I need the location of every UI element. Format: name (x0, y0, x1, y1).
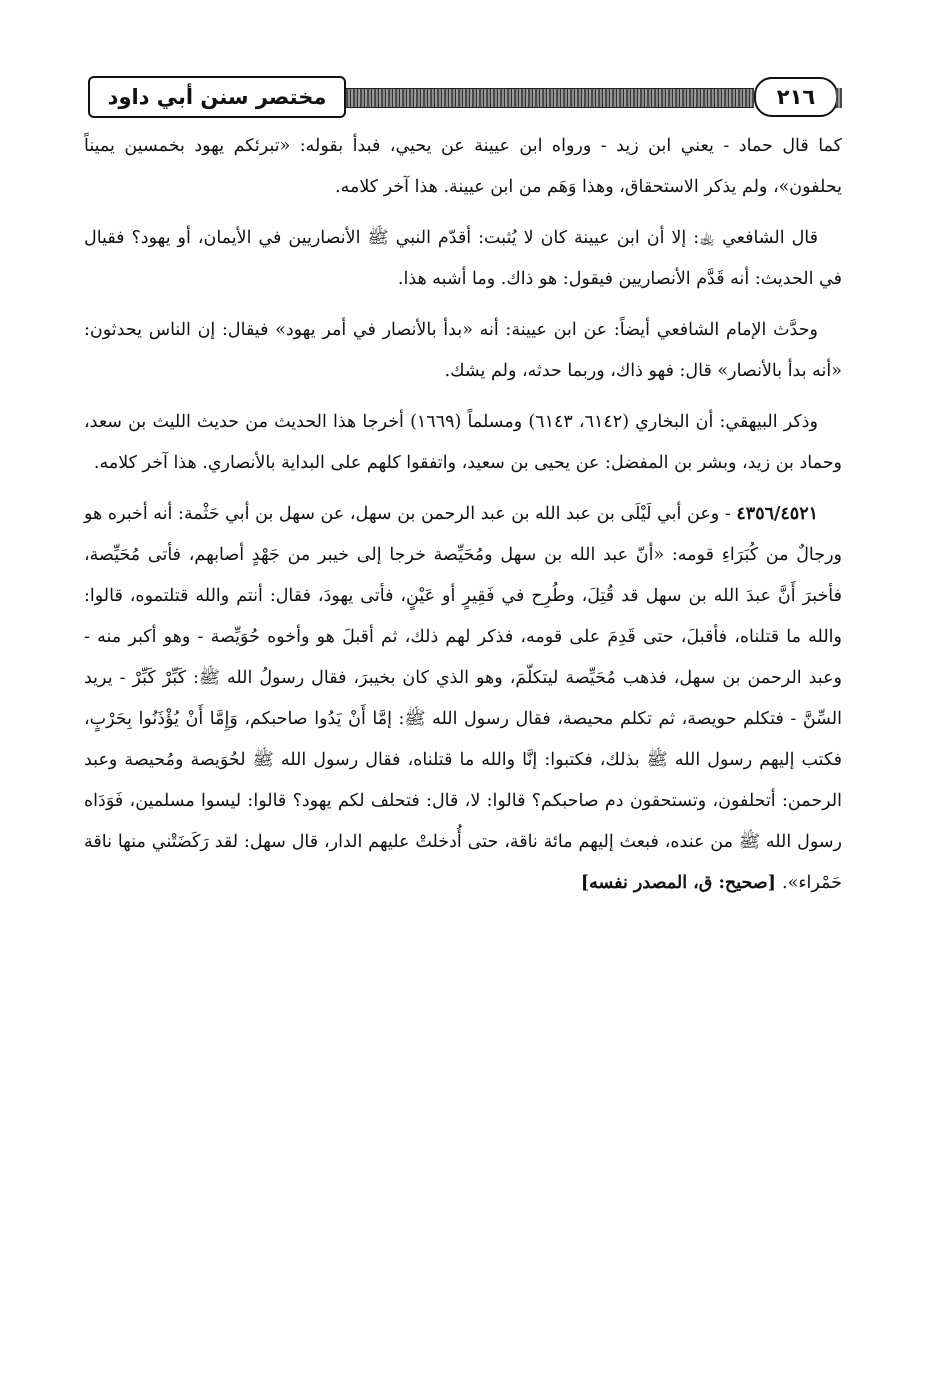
page-number: ٢١٦ (754, 77, 838, 117)
hadith-text: - وعن أبي لَيْلَى بن عبد الله بن عبد الرحمن بن سهل، عن سهل بن أبي حَثْمة: أنه أخبره هو ورجالٌ من كُبَرَاءِ قومه: «أنّ عبد الله بن سهل ومُحَيِّصة خرجا إلى خيبر من جَهْدٍ أصابهم، فأتى مُحَيِّصة، فأخبرَ أَنَّ عبدَ الله بن سهل قد قُتِلَ، وطُرِح في فَقِيرٍ أو عَيْنٍ، فأتى يهودَ، فقال: أنتم والله قتلتموه، قالوا: والله ما قتلناه، فأقبلَ، حتى قَدِمَ على قومه، فذكر لهم ذلك، ثم أقبلَ هو وأخوه حُوَيِّصة - وهو أكبر منه - وعبد الرحمن بن سهل، فذهب مُحَيِّصة ليتكلّمَ، وهو الذي كان بخيبرَ، فقال رسولُ الله ﷺ: كَبِّرْ كَبِّرْ - يريد السِّنَّ - فتكلم حويصة، ثم تكلم محيصة، فقال رسول الله ﷺ: إمَّا أَنْ يَدُوا صاحبكم، وَإِمَّا أَنْ يُؤْذَنُوا بِحَرْبٍ، فكتب إليهم رسول الله ﷺ بذلك، فكتبوا: إنَّا والله ما قتلناه، فقال رسول الله ﷺ لحُوَيصة ومُحيصة وعبد الرحمن: أتحلفون، وتستحقون دم صاحبكم؟ قالوا: لا، قال: فتحلف لكم يهود؟ قالوا: ليسوا مسلمين، فَوَدَاه رسول الله ﷺ من عنده، فبعث إليهم مائة ناقة، حتى أُدخلتْ عليهم الدار، قال سهل: لقد رَكَضَتْني منها ناقة حَمْراء». (84, 504, 842, 893)
hadith-paragraph (84, 494, 842, 904)
header-band-end (836, 88, 842, 108)
book-title: مختصر سنن أبي داود (88, 76, 346, 118)
paragraph-3: وحدَّث الإمام الشافعي أيضاً: عن ابن عيينة: أنه «بدأ بالأنصار في أمر يهود» فيقال: إن الناس يحدثون: «أنه بدأ بالأنصار» قال: فهو ذاك، وربما حدثه، ولم يشك. (84, 320, 842, 381)
paragraph-2: قال الشافعي ﵀: إلا أن ابن عيينة كان لا يُثبت: أقدّم النبي ﷺ الأنصاريين في الأيمان، أو يهود؟ فقيال في الحديث: أنه قَدَّم الأنصاريين فيقول: هو ذاك. وما أشبه هذا. (84, 228, 842, 289)
page-body (84, 126, 842, 914)
hadith-number: ٤٣٥٦/٤٥٢١ (736, 504, 818, 524)
paragraph-1: كما قال حماد - يعني ابن زيد - ورواه ابن عيينة عن يحيي، فبدأ بقوله: «تبرئكم يهود بخمسين يميناً يحلفون»، ولم يذكر الاستحقاق، وهذا وَهَم من ابن عيينة. هذا آخر كلامه. (84, 136, 842, 197)
page-header (88, 76, 840, 122)
header-decorative-band (346, 88, 754, 108)
paragraph-4: وذكر البيهقي: أن البخاري (٦١٤٢، ٦١٤٣) ومسلماً (١٦٦٩) أخرجا هذا الحديث من حديث الليث بن سعد، وحماد بن زيد، وبشر بن المفضل: عن يحيى بن سعيد، واتفقوا كلهم على البداية بالأنصاري. هذا آخر كلامه. (84, 412, 842, 473)
hadith-grade: [صحيح: ق، المصدر نفسه] (580, 873, 783, 893)
